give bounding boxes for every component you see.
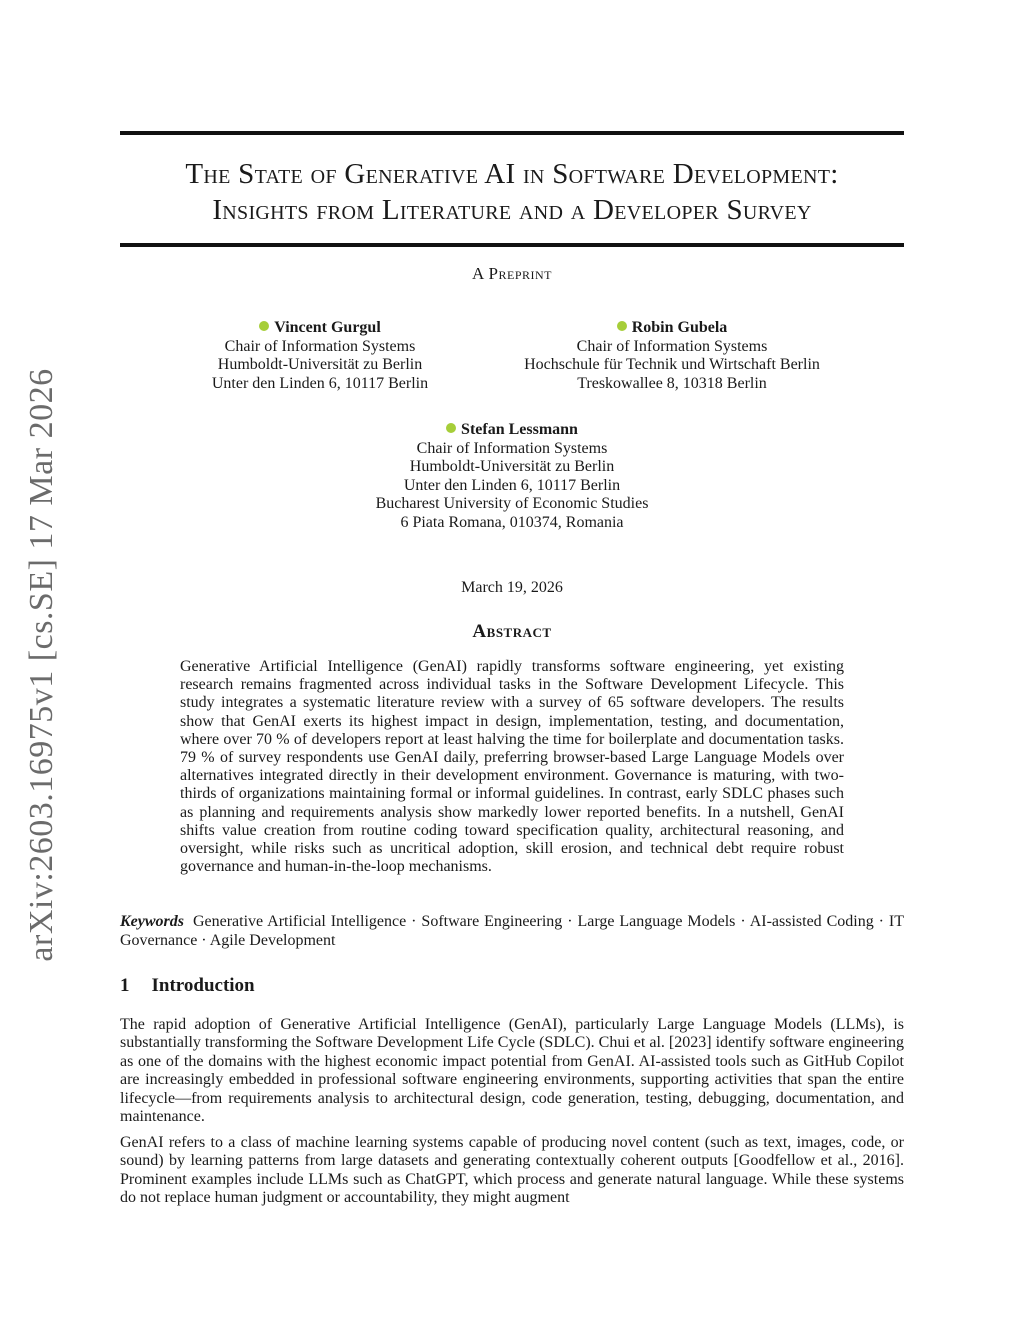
arxiv-identifier-text: arXiv:2603.16975v1 [cs.SE] 17 Mar 2026 — [23, 368, 60, 962]
title-bottom-rule — [120, 243, 904, 247]
author-affiliation-line: Chair of Information Systems — [576, 337, 768, 355]
abstract-text: Generative Artificial Intelligence (GenAI) rapidly transforms software engineering, yet existing research remains fragmented across individual tasks in the Software Development Lifecycle. This study integrates a systematic literature review with a survey of 65 software developers. The results show that GenAI exerts its highest impact in design, implementation, testing, and documentation, where over 70 % of developers report at least halving the time for boilerplate and documentation tasks. 79 % of survey respondents use GenAI daily, preferring browser-based Large Language Models over alternatives integrated directly in their development environment. Governance is maturing, with two-thirds of organizations maintaining formal or informal guidelines. In contrast, early SDLC phases such as planning and requirements analysis show markedly lower reported benefits. In a nutshell, GenAI shifts value creation from routine coding toward specification quality, architectural reasoning, and oversight, while risks such as uncritical adoption, skill erosion, and technical debt require robust governance and human-in-the-loop mechanisms. — [180, 658, 844, 876]
author-name: Vincent Gurgul — [274, 319, 381, 336]
orcid-icon[interactable] — [446, 423, 456, 433]
author-affiliation-line: 6 Piata Romana, 010374, Romania — [400, 513, 624, 531]
section-title: Introduction — [151, 975, 255, 996]
author-block-2 — [490, 319, 854, 393]
author-name: Stefan Lessmann — [461, 421, 578, 438]
author-block-3 — [312, 421, 712, 532]
author-affiliation-line: Hochschule für Technik und Wirtschaft Berlin — [524, 356, 820, 373]
title-top-rule — [120, 131, 904, 135]
author-affiliation-line: Humboldt-Universität zu Berlin — [409, 458, 615, 475]
author-block-1 — [150, 319, 490, 393]
paper-title-line-2: Insights from Literature and a Developer Survey — [212, 194, 812, 226]
paper-title — [110, 156, 914, 228]
author-affiliation-line: Bucharest University of Economic Studies — [375, 495, 649, 512]
publication-date: March 19, 2026 — [461, 579, 563, 596]
body-paragraph: GenAI refers to a class of machine learning systems capable of producing novel content (such as text, images, code, or sound) by learning patterns from large datasets and generating contextually coherent outputs [Goodfellow et al., 2016]. Prominent examples include LLMs such as ChatGPT, which process and generate natural language. While these systems do not replace human judgment or accountability, they might augment — [120, 1134, 904, 1207]
author-affiliation-line: Chair of Information Systems — [224, 337, 416, 355]
orcid-icon[interactable] — [259, 321, 269, 331]
keywords-label: Keywords — [120, 913, 184, 930]
section-heading — [120, 975, 255, 997]
orcid-icon[interactable] — [617, 321, 627, 331]
author-name: Robin Gubela — [631, 319, 728, 336]
abstract-heading: Abstract — [472, 621, 552, 642]
author-affiliation-line: Treskowallee 8, 10318 Berlin — [577, 374, 767, 392]
section-number: 1 — [120, 975, 130, 996]
preprint-label: A Preprint — [471, 264, 553, 283]
keywords — [120, 913, 904, 950]
author-affiliation-line: Unter den Linden 6, 10117 Berlin — [403, 476, 621, 494]
arxiv-identifier-stamp — [12, 370, 72, 960]
keywords-text: Generative Artificial Intelligence · Software Engineering · Large Language Models · AI-assisted Coding · IT Governance · Agile Development — [120, 913, 905, 949]
body-paragraph: The rapid adoption of Generative Artificial Intelligence (GenAI), particularly Large Language Models (LLMs), is substantially transforming the Software Development Life Cycle (SDLC). Chui et al. [2023] identify software engineering as one of the domains with the highest economic impact potential from GenAI. AI-assisted tools such as GitHub Copilot are increasingly embedded in professional software engineering environments, supporting activities that span the entire lifecycle—from requirements analysis to architectural design, code generation, testing, debugging, documentation, and maintenance. — [120, 1016, 904, 1126]
paper-title-line-1: The State of Generative AI in Software Development: — [185, 158, 839, 190]
author-affiliation-line: Unter den Linden 6, 10117 Berlin — [211, 374, 429, 392]
author-affiliation-line: Chair of Information Systems — [416, 439, 608, 457]
author-affiliation-line: Humboldt-Universität zu Berlin — [217, 356, 423, 373]
